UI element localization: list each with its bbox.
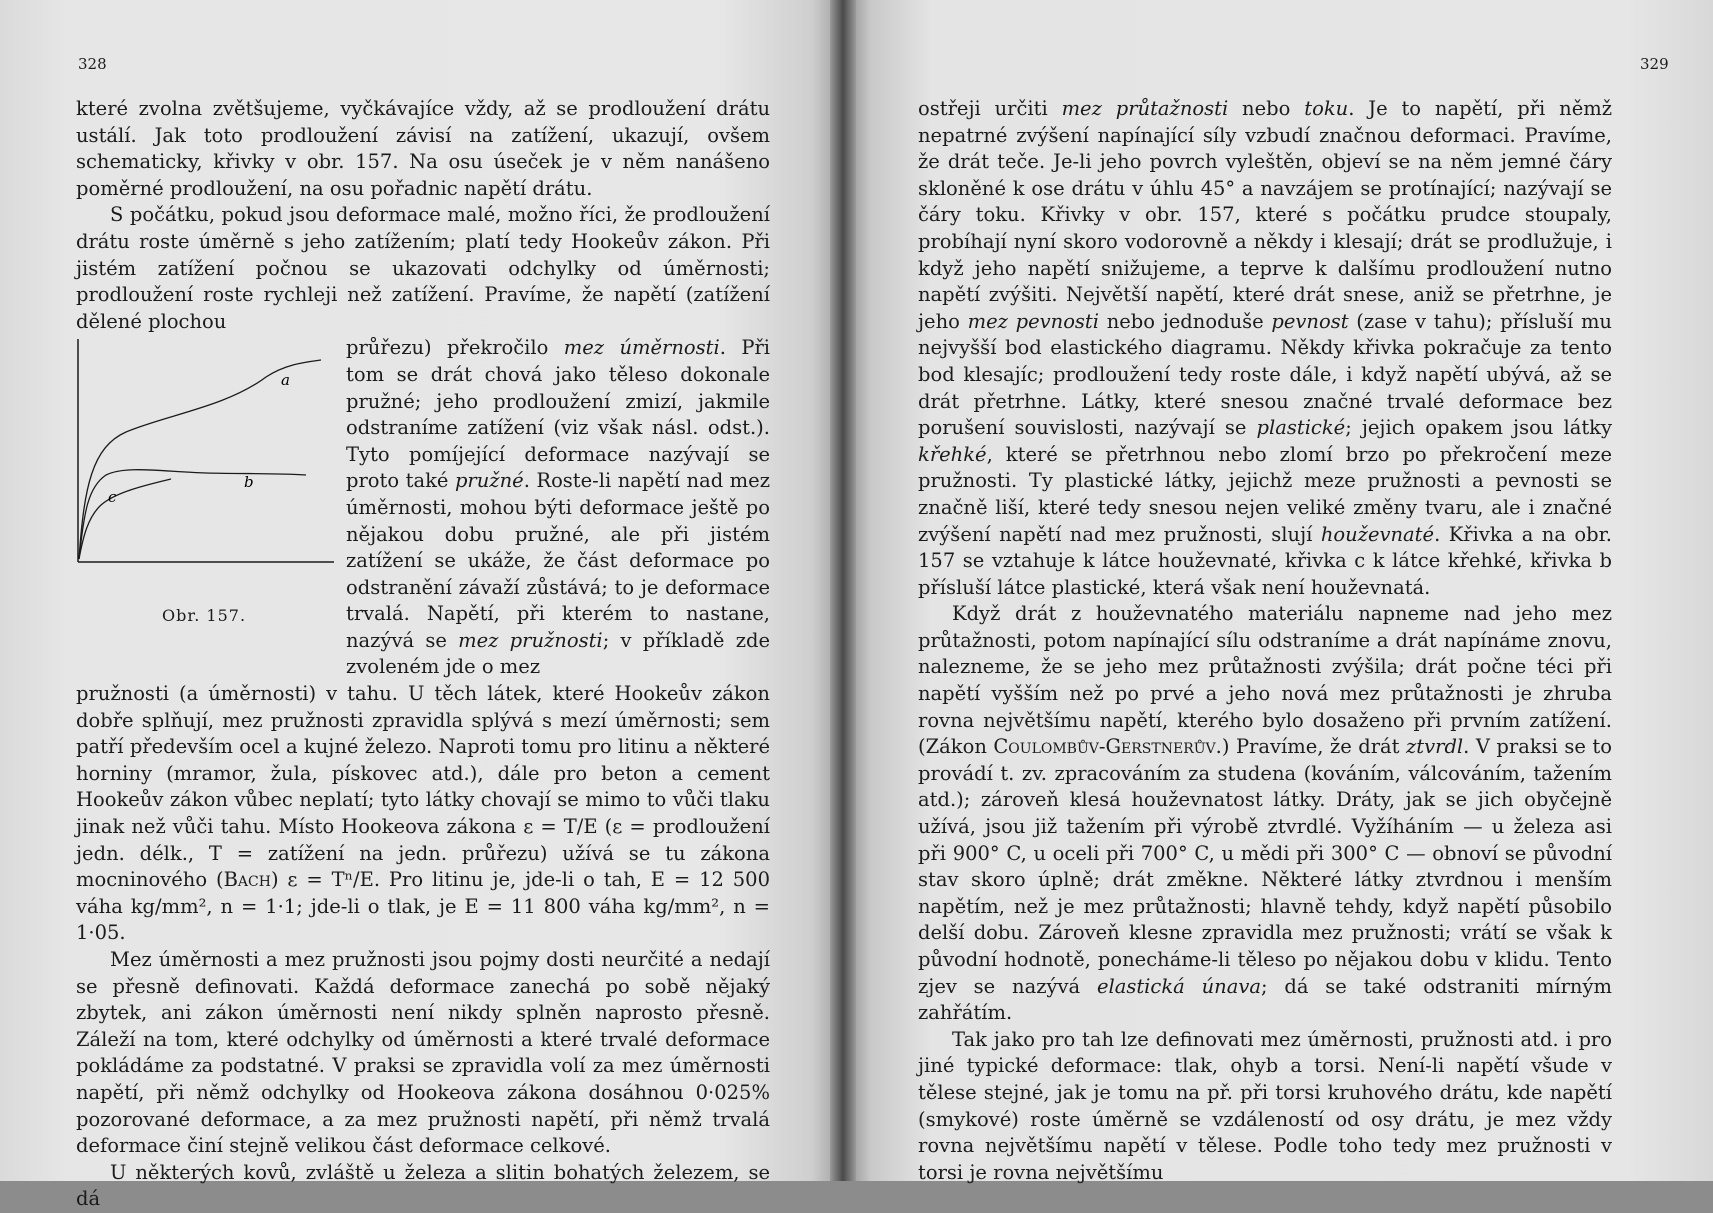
figure-caption: Obr. 157. — [162, 606, 247, 626]
page-number: 328 — [78, 55, 107, 73]
paragraph: ostřeji určiti mez průtažnosti nebo toku. Je to napětí, při němž nepatrné zvýšení napínající síly vzbudí značnou deformaci. Pravíme, že drát teče. Je-li jeho povrch vyleštěn, objeví se na něm jemné čáry skloněné k ose drátu v úhlu 45° a navzájem se protínající; nazývají se čáry toku. Křivky v obr. 157, které s počátku prudce stoupaly, probíhají nyní skoro vodorovně a někdy i klesají; drát se prodlužuje, i když jeho napětí snižujeme, a teprve k dalšímu prodloužení nutno napětí zvýšiti. Největší napětí, které drát snese, aniž se přetrhne, je jeho mez pevnosti nebo jednoduše pevnost (zase v tahu); přísluší mu nejvyšší bod elastického diagramu. Někdy křivka pokračuje za tento bod klesajíc; prodloužení tedy roste dále, i když napětí ubývá, až se drát přetrhne. Látky, které snesou značné trvalé deformace bez porušení souvislosti, nazývají se plastické; jejich opakem jsou látky křehké, které se přetrhnou nebo zlomí brzo po překročení meze pružnosti. Ty plastické látky, jejichž meze pružnosti a pevnosti se značně liší, které tedy snesou nejen veliké změny tvaru, ale i značné zvýšení napětí nad mez pružnosti, slují houževnaté. Křivka a na obr. 157 se vztahuje k látce houževnaté, křivka c k látce křehké, křivka b přísluší látce plastické, která však není houževnatá. — [918, 97, 1612, 599]
curve-label-c: c — [108, 488, 117, 507]
left-page — [0, 0, 845, 1211]
paragraph: pružnosti (a úměrnosti) v tahu. U těch látek, které Hookeův zákon dobře splňují, mez pružnosti zpravidla splývá s mezí úměrnosti; sem patří především ocel a kujné železo. Naproti tomu pro litinu a některé horniny (mramor, žula, pískovec atd.), dále pro beton a cement Hookeův zákon vůbec neplatí; tyto látky chovají se mimo to vůči tlaku jinak než vůči tahu. Místo Hookeova zákona ε = T/E (ε = prodloužení jedn. délk., T = zatížení na jedn. průřezu) užívá se tu zákona mocninového (Bach) ε = Tⁿ/E. Pro litinu je, jde-li o tah, E = 12 500 váha kg/mm², n = 1·1; jde-li o tlak, je E = 11 800 váha kg/mm², n = 1·05. — [76, 682, 770, 945]
curve-label-a: a — [281, 371, 290, 390]
right-page-body — [918, 96, 1612, 1186]
left-page-body — [76, 96, 770, 1213]
curve-a — [79, 360, 321, 559]
figure-157 — [76, 337, 344, 627]
curve-b — [79, 470, 306, 559]
paragraph: které zvolna zvětšujeme, vyčkávajíce vždy, až se prodloužení drátu ustálí. Jak toto prodloužení závisí na zatížení, ukazují, ovšem schematicky, křivky v obr. 157. Na osu úseček je v něm nanášeno poměrné prodloužení, na osu pořadnic napětí drátu. — [76, 97, 770, 200]
wrapped-paragraph: průřezu) překročilo mez úměrnosti. Při tom se drát chová jako těleso dokonale pružné; jeho prodloužení zmizí, jakmile odstraníme zatížení (viz však násl. odst.). Tyto pomíjející deformace nazývají se proto také pružné. Roste-li napětí nad mez úměrnosti, mohou býti deformace ještě po nějakou dobu pružné, ale při jistém zatížení se ukáže, že část deformace po odstranění závaží zůstává; to je deformace trvalá. Napětí, při kterém to nastane, nazývá se mez pružnosti; v příkladě zde zvoleném jde o mez — [346, 336, 771, 679]
paragraph: Tak jako pro tah lze definovati mez úměrnosti, pružnosti atd. i pro jiné typické deformace: tlak, ohyb a torsi. Není-li napětí všude v tělese stejné, jak je tomu na př. při torsi kruhového drátu, kde napětí (smykové) roste úměrně se vzdáleností od osy drátu, je mez vždy rovna největšímu napětí v tělese. Podle toho tedy mez pružnosti v torsi je rovna největšímu — [918, 1027, 1612, 1184]
paragraph: Mez úměrnosti a mez pružnosti jsou pojmy dosti neurčité a nedají se přesně definovati. Každá deformace zanechá po sobě nějaký zbytek, ani zákon úměrnosti není nikdy splněn naprosto přesně. Záleží na tom, které odchylky od úměrnosti a které trvalé deformace pokládáme za podstatné. V praksi se zpravidla volí za mez úměrnosti napětí, při němž odchylky od Hookeova zákona dosáhnou 0·025% pozorované deformace, a za mez pružnosti napětí, při němž trvalá deformace činí stejně velikou část deformace celkové. — [76, 948, 770, 1158]
figure-wrap — [76, 335, 770, 681]
paragraph: U některých kovů, zvláště u železa a slitin bohatých železem, se dá — [76, 1160, 770, 1211]
paragraph: S počátku, pokud jsou deformace malé, možno říci, že prodloužení drátu roste úměrně s jeho zatížením; platí tedy Hookeův zákon. Při jistém zatížení počnou se ukazovati odchylky od úměrnosti; prodloužení roste rychleji než zatížení. Pravíme, že napětí (zatížení dělené plochou — [76, 203, 770, 333]
right-page — [845, 0, 1713, 1184]
curve-label-b: b — [244, 473, 254, 492]
stress-strain-diagram — [76, 337, 336, 602]
page-number: 329 — [1640, 55, 1669, 73]
book-gutter — [830, 0, 856, 1181]
paragraph: Když drát z houževnatého materiálu napneme nad jeho mez průtažnosti, potom napínající sílu odstraníme a drát napínáme znovu, nalezneme, že se jeho mez průtažnosti zvýšila; drát počne téci při napětí vyšším než po prvé a jeho nová mez průtažnosti je zhruba rovna největšímu napětí, kterého bylo dosaženo při prvním zatížení. (Zákon Coulombův-Gerstnerův.) Pravíme, že drát ztvrdl. V praksi se to provádí t. zv. zpracováním za studena (kováním, válcováním, tažením atd.); zároveň klesá houževnatost látky. Dráty, jak se jich obyčejně užívá, jsou již tažením při výrobě ztvrdlé. Vyžíháním — u železa asi při 900° C, u oceli při 700° C, u mědi při 300° C — obnoví se původní stav skoro úplně; drát změkne. Některé látky ztvrdnou i menším napětím, než je mez průtažnosti; hlavně tehdy, když napětí působilo delší dobu. Zároveň klesne zpravidla mez pružnosti; vrátí se však k původní hodnotě, ponecháme-li těleso po nějakou dobu v klidu. Tento zjev se nazývá elastická únava; dá se také odstraniti mírným zahřátím. — [918, 602, 1612, 1025]
